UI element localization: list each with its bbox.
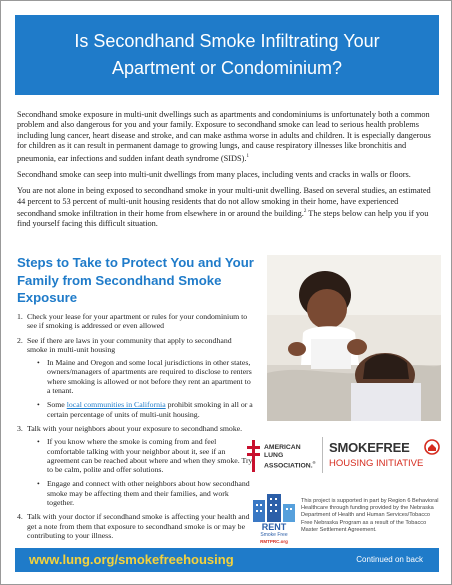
step-3-bullet-2: • Engage and connect with other neighbors about how secondhand smoke may be affecting them and their families, and work together. [27, 479, 253, 507]
rent-smoke-free-logo [249, 492, 299, 550]
steps-heading: Steps to Take to Protect You and Your Family from Secondhand Smoke Exposure [17, 255, 254, 305]
step-number-4: 4. [17, 512, 23, 522]
step-number-1: 1. [17, 312, 23, 321]
step-item-1 [17, 312, 253, 331]
footer-bar [15, 548, 439, 572]
step-text-1: Check your lease for your apartment or rules for your condominium to see if smoking is addressed or even allowed [27, 312, 248, 331]
buildings-icon [249, 492, 299, 526]
american-lung-association-logo [246, 436, 326, 476]
smokefree-housing-logo [329, 438, 441, 476]
california-link[interactable]: local communities in California [66, 400, 166, 410]
steps-list [17, 312, 253, 545]
rmtprc-label: RMTPRC.org [260, 539, 288, 544]
ala-line-1: AMERICAN [264, 444, 301, 451]
ala-line-2: LUNG [264, 451, 284, 459]
page-title-line-2: Apartment or Condominium? [111, 58, 343, 78]
intro-paragraph-1 [17, 110, 437, 164]
step-item-2 [17, 336, 253, 419]
step-2-bullet-2-post: prohibit smoking in all or a certain percentage of units of multi-unit housing. [47, 400, 253, 419]
rent-label: RENT [261, 522, 287, 532]
intro-p3-text-a: You are not alone in being exposed to secondhand smoke in your multi-unit dwelling. Based on several studies, an estimated 44 percent to 53 percent of multi-unit housing residents that do not allow smoking in their home, have experienced secondhand smoke infiltration in their home from elsewhere in or around the building. [17, 186, 431, 218]
step-text-4: Talk with your doctor if secondhand smoke is affecting your health and get a note from them that exposure to secondhand smoke is or may be contributing to your illness. [27, 512, 250, 540]
step-text-3: Talk with your neighbors about your exposure to secondhand smoke. [27, 423, 243, 433]
footer-website-link[interactable]: www.lung.org/smokefreehousing [29, 552, 234, 567]
funding-support-note: This project is supported in part by Region 6 Behavioral Healthcare through funding provided by the Nebraska Department of Health and Human Services/Tobacco Free Nebraska Program as a result of the Tobacco Master Settlement Agreement. [301, 498, 439, 533]
continued-on-back-label: Continued on back [356, 555, 423, 564]
smokefree-subtitle: HOUSING INITIATIVE [329, 458, 424, 469]
footnote-ref-1: 1 [246, 153, 249, 159]
step-item-4 [17, 512, 253, 540]
smokefree-title: SMOKEFREE [329, 440, 410, 455]
ala-line-3-text: ASSOCIATION. [264, 462, 313, 470]
intro-p3-text-b: The steps below can help you if you find yourself facing this difficult situation. [17, 208, 429, 229]
no-smoking-house-icon [424, 439, 440, 455]
intro-paragraph-2: Secondhand smoke can seep into multi-unit dwellings from many places, including vents and cracks in walls or floors. [17, 169, 411, 179]
intro-p1-text: Secondhand smoke exposure in multi-unit dwellings such as apartments and condominiums is unfortunately both a common problem and also dangerous for you and your family. Exposure to secondhand smoke can lead to serious health problems including lung cancer, heart disease and stroke, and can make asthma worse in adults and children. It is especially dangerous for children as it can result in permanent damage to growing lungs, and cause respiratory illnesses like bronchitis and pneumonia, ear infections and sudden infant death syndrome (SIDS). [17, 110, 431, 163]
smoke-free-label: Smoke Free [260, 532, 288, 538]
step-text-2: See if there are laws in your community that apply to secondhand smoke in multi-unit housing [27, 335, 232, 354]
ala-registered-mark: ® [312, 460, 316, 466]
step-number-3: 3. [17, 423, 23, 433]
step-3-bullet-1: • If you know where the smoke is coming from and feel comfortable talking with your neighbor about it, see if an agreement can be reached about where and when they smoke. Try to be calm, polite and offer solutions. [27, 437, 253, 474]
step-2-bullet-2 [27, 400, 253, 419]
header-banner [15, 15, 439, 95]
step-2-bullet-1: • In Maine and Oregon and some local jurisdictions in other states, owners/managers of apartments are required to disclose to renters where smoking is allowed or not before they rent an apartment to a tenant. [27, 358, 253, 395]
intro-paragraph-3 [17, 186, 437, 229]
footnote-ref-2: 2 [303, 209, 307, 215]
ala-line-3 [264, 459, 316, 470]
step-number-2: 2. [17, 335, 23, 345]
intro-section [17, 110, 437, 236]
step-2-bullet-2-pre: Some [47, 400, 67, 410]
logo-divider [322, 437, 323, 473]
step-item-3 [17, 424, 253, 507]
family-photo [267, 255, 441, 421]
page-title-line-1: Is Secondhand Smoke Infiltrating Your [74, 31, 380, 51]
